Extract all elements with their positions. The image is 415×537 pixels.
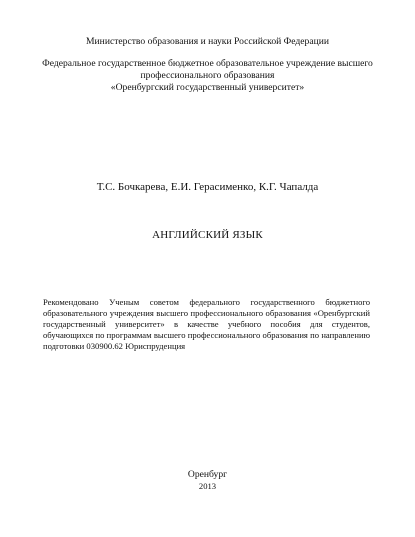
publication-year: 2013 [198, 481, 217, 491]
institution-line-2: профессионального образования [140, 70, 275, 81]
book-title: АНГЛИЙСКИЙ ЯЗЫК [152, 229, 263, 241]
authors: Т.С. Бочкарева, Е.И. Герасименко, К.Г. Чапалда [96, 181, 319, 193]
institution-line-3: «Оренбургский государственный университет» [110, 82, 305, 93]
institution-name [40, 58, 375, 94]
recommendation-text: Рекомендовано Ученым советом федерального государственного бюджетного образовательного учреждения высшего профессионального образования «Оренбургский государственный университет» в качестве учебного пособия для студентов, обучающихся по программам высшего профессионального образования по направлению подготовки 030900.62 Юриспруденция [43, 297, 370, 351]
institution-line-1: Федеральное государственное бюджетное образовательное учреждение высшего [42, 58, 373, 69]
ministry-name: Министерство образования и науки Российской Федерации [86, 36, 329, 47]
publication-city: Оренбург [187, 469, 228, 480]
